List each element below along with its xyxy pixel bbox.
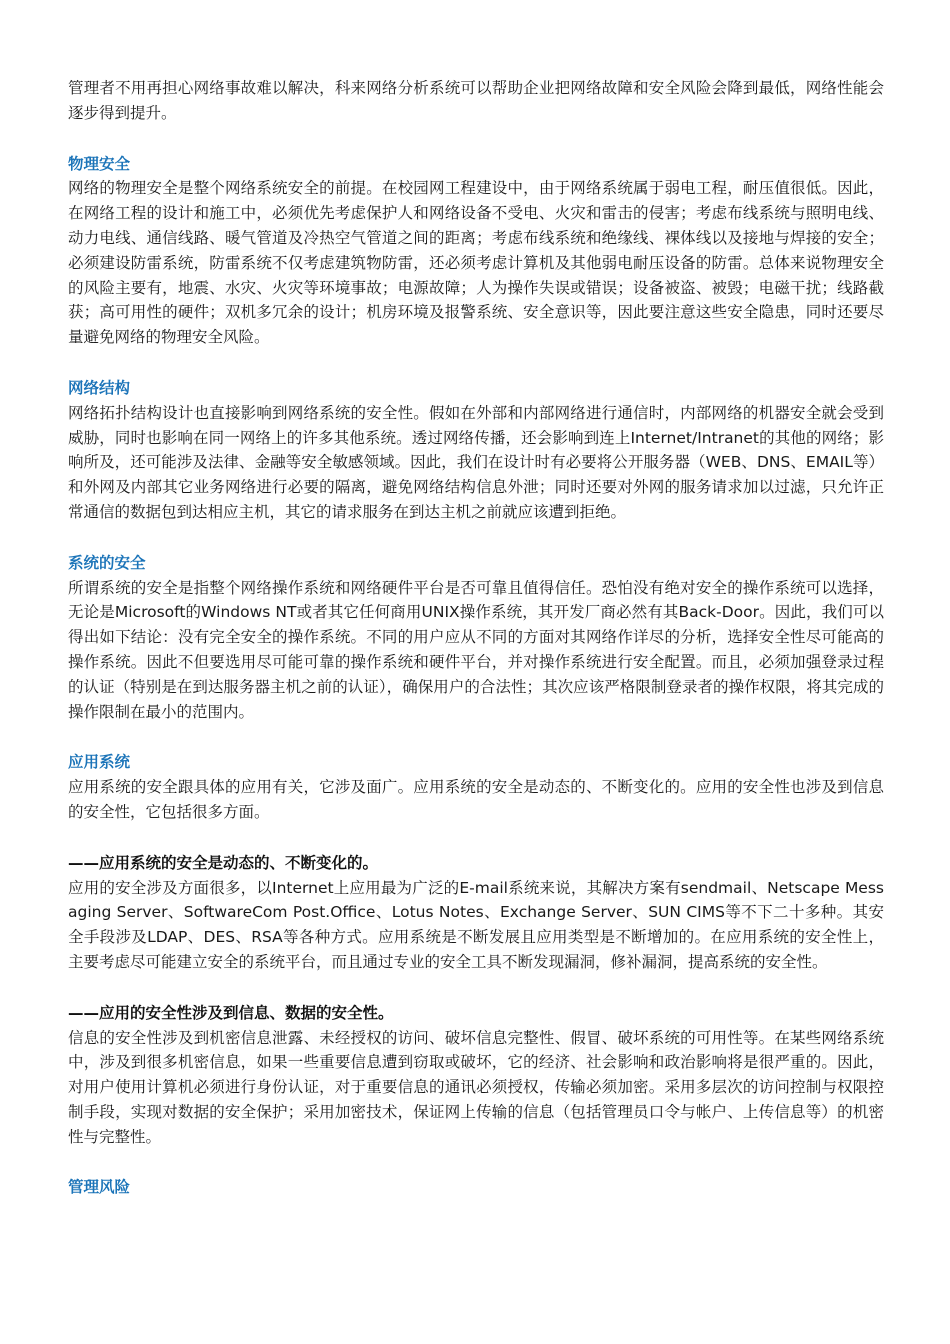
section-body-system-security: 所谓系统的安全是指整个网络操作系统和网络硬件平台是否可靠且值得信任。恐怕没有绝对安全的操作系统可以选择，无论是Microsoft的Windows NT或者其它任何商用UNIX操作系统，其开发厂商必然有其Back-Door。因此，我们可以得出如下结论：没有完全安全的操作系统。不同的用户应从不同的方面对其网络作详尽的分析，选择安全性尽可能高的操作系统。因此不但要选用尽可能可靠的操作系统和硬件平台，并对操作系统进行安全配置。而且，必须加强登录过程的认证（特别是在到达服务器主机之前的认证），确保用户的合法性；其次应该严格限制登录者的操作权限，将其完成的操作限制在最小的范围内。 — [68, 578, 884, 721]
subsection-body-data-security: 信息的安全性涉及到机密信息泄露、未经授权的访问、破坏信息完整性、假冒、破坏系统的可用性等。在某些网络系统中，涉及到很多机密信息，如果一些重要信息遭到窃取或破坏，它的经济、社会影响和政治影响将是很严重的。因此，对用户使用计算机必须进行身份认证，对于重要信息的通讯必须授权，传输必须加密。采用多层次的访问控制与权限控制手段，实现对数据的安全保护；采用加密技术，保证网上传输的信息（包括管理员口令与帐户、上传信息等）的机密性与完整性。 — [68, 1028, 884, 1146]
spacer — [68, 350, 884, 376]
intro-paragraph: 管理者不用再担心网络事故难以解决，科来网络分析系统可以帮助企业把网络故障和安全风险会降到最低，网络性能会逐步得到提升。 — [68, 79, 884, 122]
section-body-physical-security: 网络的物理安全是整个网络系统安全的前提。在校园网工程建设中，由于网络系统属于弱电工程，耐压值很低。因此，在网络工程的设计和施工中，必须优先考虑保护人和网络设备不受电、火灾和雷击的侵害；考虑布线系统与照明电线、动力电线、通信线路、暖气管道及冷热空气管道之间的距离；考虑布线系统和绝缘线、裸体线以及接地与焊接的安全；必须建设防雷系统，防雷系统不仅考虑建筑物防雷，还必须考虑计算机及其他弱电耐压设备的防雷。总体来说物理安全的风险主要有，地震、水灾、火灾等环境事故；电源故障；人为操作失误或错误；设备被盗、被毁；电磁干扰；线路截获；高可用性的硬件；双机多冗余的设计；机房环境及报警系统、安全意识等，因此要注意这些安全隐患，同时还要尽量避免网络的物理安全风险。 — [68, 179, 884, 347]
section-heading-system-security: 系统的安全 — [68, 553, 146, 572]
section-heading-physical-security: 物理安全 — [68, 154, 131, 173]
spacer — [68, 724, 884, 750]
spacer — [68, 975, 884, 1001]
spacer — [68, 1149, 884, 1175]
section-body-application-system: 应用系统的安全跟具体的应用有关，它涉及面广。应用系统的安全是动态的、不断变化的。应用的安全性也涉及到信息的安全性，它包括很多方面。 — [68, 778, 884, 821]
subheading-data-security: ——应用的安全性涉及到信息、数据的安全性。 — [68, 1003, 394, 1022]
document-page — [68, 76, 884, 1200]
spacer — [68, 525, 884, 551]
section-body-network-structure: 网络拓扑结构设计也直接影响到网络系统的安全性。假如在外部和内部网络进行通信时，内部网络的机器安全就会受到威胁，同时也影响在同一网络上的许多其他系统。透过网络传播，还会影响到连上Internet/Intranet的其他的网络；影响所及，还可能涉及法律、金融等安全敏感领域。因此，我们在设计时有必要将公开服务器（WEB、DNS、EMAIL等）和外网及内部其它业务网络进行必要的隔离，避免网络结构信息外泄；同时还要对外网的服务请求加以过滤，只允许正常通信的数据包到达相应主机，其它的请求服务在到达主机之前就应该遭到拒绝。 — [68, 403, 884, 521]
section-heading-application-system: 应用系统 — [68, 753, 131, 772]
spacer — [68, 825, 884, 851]
subheading-dynamic-security: ——应用系统的安全是动态的、不断变化的。 — [68, 853, 379, 872]
subsection-body-dynamic-security: 应用的安全涉及方面很多，以Internet上应用最为广泛的E-mail系统来说，其解决方案有sendmail、Netscape Messaging Server、SoftwareCom Post.Office、Lotus Notes、Exchange Server、SUN CIMS等不下二十多种。其安全手段涉及LDAP、DES、RSA等各种方式。应用系统是不断发展且应用类型是不断增加的。在应用系统的安全性上，主要考虑尽可能建立安全的系统平台，而且通过专业的安全工具不断发现漏洞，修补漏洞，提高系统的安全性。 — [68, 878, 884, 971]
spacer — [68, 126, 884, 152]
section-heading-network-structure: 网络结构 — [68, 378, 131, 397]
section-heading-management-risk: 管理风险 — [68, 1178, 131, 1197]
